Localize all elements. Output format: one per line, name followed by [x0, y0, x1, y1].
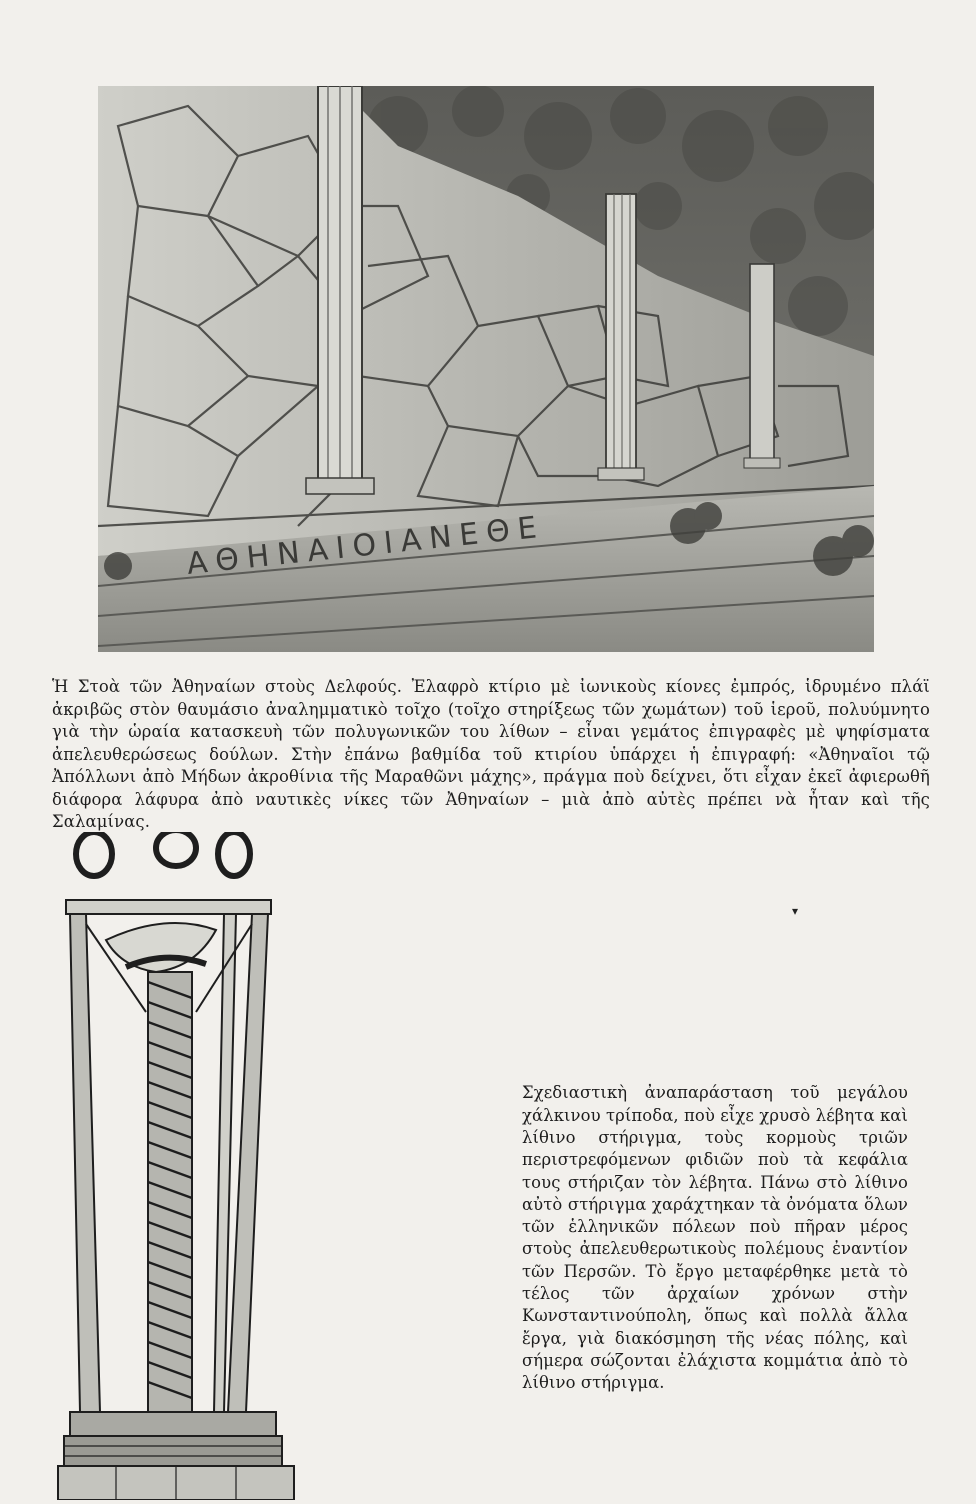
serpent-tripod-drawing	[56, 832, 306, 1500]
stoa-inscription: ΑΘΗΝΑΙΟΙΑΝΕΘΕ	[185, 509, 547, 582]
stray-mark: ▾	[792, 904, 799, 918]
column-2	[606, 194, 636, 474]
tripod-ring-right	[218, 832, 250, 876]
tripod-rim	[66, 900, 271, 914]
serpent-column	[126, 958, 206, 1412]
stone-base	[58, 1412, 294, 1500]
tripod-ring-center	[156, 832, 196, 866]
photo-caption: Ἡ Στοὰ τῶν Ἀθηναίων στοὺς Δελφούς. Ἐλαφρὸ κτίριο μὲ ἰωνικοὺς κίονες ἐμπρός, ἱδρυμένο πλάϊ ἀκριβῶς στὸν θαυμάσιο ἀναλημματικὸ τοῖχο (τοῖχο στηρίξεως τῶν χωμάτων) τοῦ ἱεροῦ, πολυύμνητο γιὰ τὴν ὡραία κατασκευὴ τῶν πολυγωνικῶν του λίθων – εἶναι γεμάτος ἐπιγραφὲς μὲ ψηφίσματα ἀπελευθερώσεως δούλων. Στὴν ἐπάνω βαθμίδα τοῦ κτιρίου ὑπάρχει ἡ ἐπιγραφή: «Ἀθηναῖοι τῷ Ἀπόλλωνι ἀπὸ Μήδων ἀκροθίνια τῆς Μαραθῶνι μάχης», πράγμα ποὺ δείχνει, ὅτι εἶχαν ἐκεῖ ἀφιερωθῆ διάφορα λάφυρα ἀπὸ ναυτικὲς νίκες τῶν Ἀθηναίων – μιὰ ἀπὸ αὐτὲς πρέπει νὰ ἦταν καὶ τῆς Σαλαμίνας.	[52, 677, 930, 832]
tripod-leg-left	[70, 914, 100, 1412]
column-3	[750, 264, 774, 464]
stoa-photograph	[98, 86, 874, 652]
tripod-ring-left	[76, 832, 112, 876]
tripod-caption: Σχεδιαστικὴ ἀναπαράσταση τοῦ μεγάλου χάλκινου τρίποδα, ποὺ εἶχε χρυσὸ λέβητα καὶ λίθινο στήριγμα, τοὺς κορμοὺς τριῶν περιστρεφόμενων φιδιῶν ποὺ τὰ κεφάλια τους στήριζαν τὸν λέβητα. Πάνω στὸ λίθινο αὐτὸ στήριγμα χαράχτηκαν τὰ ὀνόματα ὅλων τῶν ἑλληνικῶν πόλεων ποὺ πῆραν μέρος στοὺς ἀπελευθερωτικοὺς πολέμους ἐναντίον τῶν Περσῶν. Τὸ ἔργο μεταφέρθηκε μετὰ τὸ τέλος τῶν ἀρχαίων χρόνων στὴν Κωνσταντινούπολη, ὅπως καὶ πολλὰ ἄλλα ἔργα, γιὰ διακόσμηση τῆς νέας πόλης, καὶ σήμερα σώζονται ἐλάχιστα κομμάτια ἀπὸ τὸ λίθινο στήριγμα.	[522, 1083, 908, 1393]
